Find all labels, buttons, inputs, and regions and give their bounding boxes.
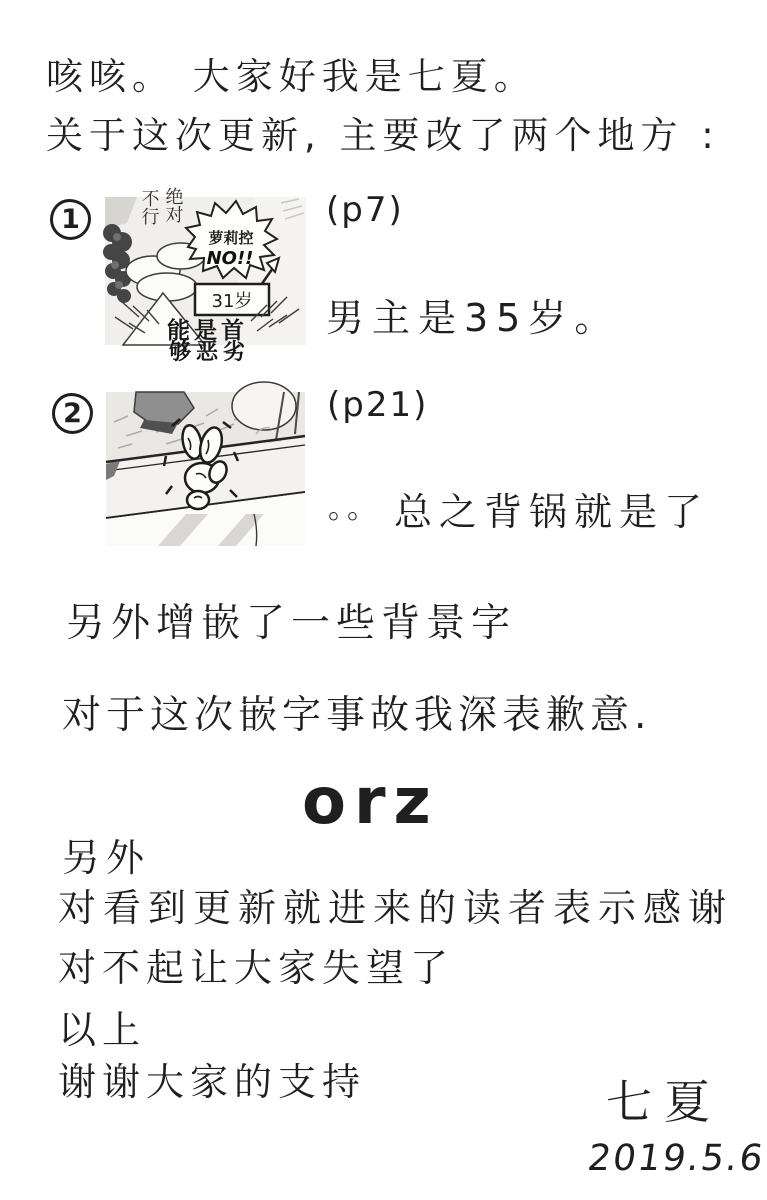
item-1-page-ref: (p7) <box>326 190 404 230</box>
item-2-note: 总之背锅就是了 <box>394 490 710 534</box>
greeting-line: 咳咳。 大家好我是七夏。 <box>46 55 537 98</box>
bubble-text: 萝莉控 <box>208 229 254 247</box>
thanks-line-1: 另外 <box>62 836 151 880</box>
signature-date: 2019.5.6 <box>585 1138 767 1179</box>
thanks-line-3: 对不起让大家失望了 <box>58 946 455 990</box>
panel-caption: 能是首 <box>167 318 248 344</box>
vertical-text-left-column: 不行 <box>138 189 160 225</box>
manga-panel-thumbnail-p21 <box>106 392 305 546</box>
signature-name: 七夏 <box>606 1075 722 1129</box>
bubble-shout-text: NO!! <box>206 248 254 269</box>
item-1-number: 1 <box>61 204 80 235</box>
item-2-number: 2 <box>63 398 82 429</box>
item-1-note: 男主是35岁。 <box>326 296 621 340</box>
background-text-line: 另外增嵌了一些背景字 <box>66 601 517 646</box>
panel-caption-clipped: 够恶劣 <box>169 340 251 365</box>
item-2-number-badge <box>52 393 93 434</box>
age-box-text: 31岁 <box>211 291 253 312</box>
item-2-page-ref: (p21) <box>327 385 429 425</box>
manga-panel-p21-art <box>106 392 305 546</box>
knee-shape <box>232 382 296 430</box>
orz-kneel-emoticon: orz <box>302 765 439 839</box>
thanks-line-5: 谢谢大家的支持 <box>58 1060 367 1104</box>
apology-line: 对于这次嵌字事故我深表歉意. <box>62 693 652 738</box>
item-1-number-badge <box>50 199 91 240</box>
update-summary-line: 关于这次更新, 主要改了两个地方 : <box>46 114 720 157</box>
item-2-note-dots: 。。 <box>328 491 381 526</box>
vertical-text-right-column: 绝对 <box>162 187 184 223</box>
manga-panel-p7-art <box>105 187 306 365</box>
manga-panel-thumbnail-p7 <box>105 187 306 365</box>
thanks-line-4: 以上 <box>58 1008 147 1052</box>
thanks-line-2: 对看到更新就进来的读者表示感谢 <box>58 886 734 930</box>
